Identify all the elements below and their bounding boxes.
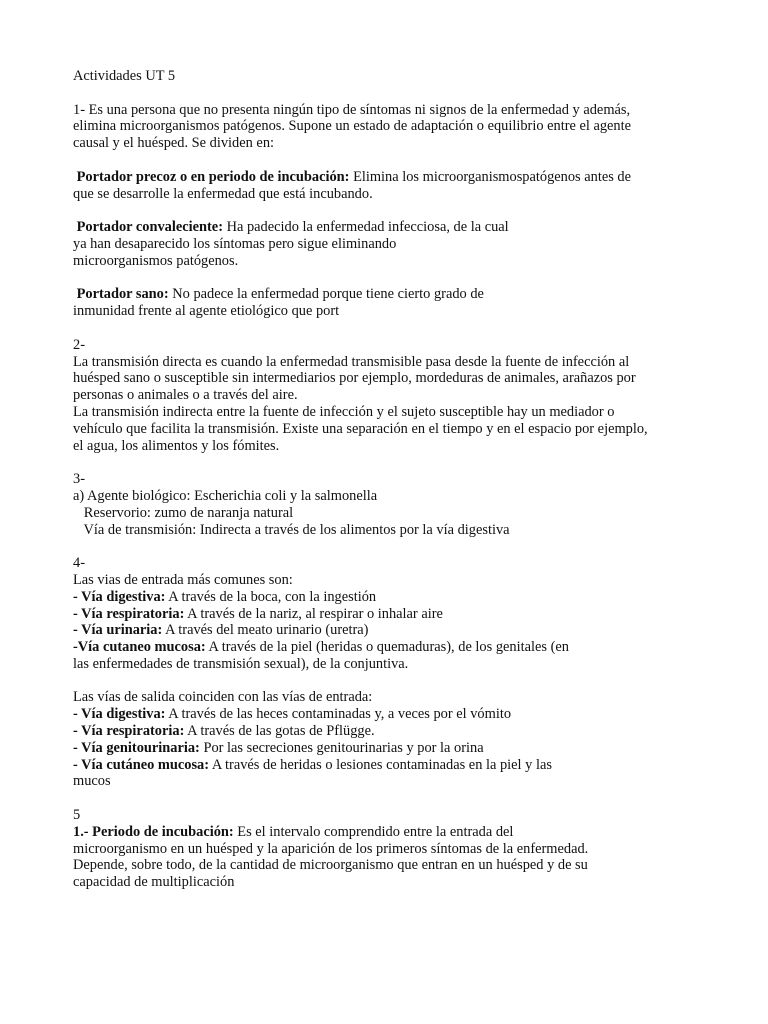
q2-line: huésped sano o susceptible sin intermediarios por ejemplo, mordeduras de animales, arañazos por: [73, 370, 636, 387]
q5-line: microorganismo en un huésped y la aparición de los primeros síntomas de la enfermedad.: [73, 840, 589, 857]
q2-line: personas o animales o a través del aire.: [73, 387, 298, 404]
exit-text: A través de las gotas de Pflügge.: [184, 723, 375, 740]
q4-number: 4-: [73, 555, 85, 572]
q5-term: 1.- Periodo de incubación:: [73, 823, 234, 840]
exit-term: - Vía genitourinaria:: [73, 739, 200, 756]
q1-convaleciente-line: [73, 219, 703, 236]
q1-precoz-line: que se desarrolle la enfermedad que está incubando.: [73, 185, 373, 202]
entry-term: - Vía respiratoria:: [73, 605, 185, 622]
q1-precoz-line: [73, 169, 703, 186]
entry-text: A través de la nariz, al respirar o inhalar aire: [184, 605, 443, 622]
q1-sano-line: inmunidad frente al agente etiológico que port: [73, 303, 340, 320]
q5-first-line: [73, 824, 703, 841]
precoz-text: Elimina los microorganismospatógenos antes de: [349, 168, 631, 185]
q4-exit-item: [73, 723, 703, 740]
exit-text: A través de heridas o lesiones contaminadas en la piel y las: [209, 756, 552, 773]
sano-term: Portador sano:: [73, 286, 169, 303]
q4-exit-intro: Las vías de salida coinciden con las vías de entrada:: [73, 689, 373, 706]
q2-line: vehículo que facilita la transmisión. Existe una separación en el tiempo y en el espacio por ejemplo,: [73, 420, 648, 437]
q4-entry-item: [73, 589, 703, 606]
convaleciente-text: Ha padecido la enfermedad infecciosa, de la cual: [223, 219, 509, 236]
entry-text: A través de la piel (heridas o quemaduras), de los genitales (en: [205, 639, 569, 656]
exit-text: Por las secreciones genitourinarias y por la orina: [199, 739, 484, 756]
q2-line: La transmisión directa es cuando la enfermedad transmisible pasa desde la fuente de infección al: [73, 353, 630, 370]
q5-text: Es el intervalo comprendido entre la entrada del: [233, 823, 514, 840]
q4-entry-item: [73, 622, 703, 639]
q5-number: 5: [73, 807, 81, 824]
q4-exit-item: [73, 706, 703, 723]
entry-term: - Vía digestiva:: [73, 588, 166, 605]
q4-entry-item: [73, 639, 703, 656]
q3-line: Reservorio: zumo de naranja natural: [73, 504, 294, 521]
q5-line: Depende, sobre todo, de la cantidad de microorganismo que entran en un huésped y de su: [73, 857, 588, 874]
q2-number: 2-: [73, 336, 85, 353]
q4-exit-cont: mucos: [73, 773, 111, 790]
q2-line: el agua, los alimentos y los fómites.: [73, 437, 280, 454]
q1-intro-line: 1- Es una persona que no presenta ningún tipo de síntomas ni signos de la enfermedad y además,: [73, 101, 631, 118]
exit-term: - Vía digestiva:: [73, 706, 166, 723]
exit-text: A través de las heces contaminadas y, a veces por el vómito: [165, 706, 512, 723]
exit-term: - Vía respiratoria:: [73, 723, 185, 740]
q1-sano-line: [73, 286, 703, 303]
precoz-term: Portador precoz o en periodo de incubación:: [73, 168, 350, 185]
entry-term: - Vía urinaria:: [73, 622, 163, 639]
q1-convaleciente-line: ya han desaparecido los síntomas pero sigue eliminando: [73, 235, 397, 252]
sano-text: No padece la enfermedad porque tiene cierto grado de: [168, 286, 484, 303]
convaleciente-term: Portador convaleciente:: [73, 219, 223, 236]
document-page: [73, 68, 703, 891]
q3-number: 3-: [73, 471, 85, 488]
q3-line: Vía de transmisión: Indirecta a través de los alimentos por la vía digestiva: [73, 521, 510, 538]
q4-exit-item: [73, 757, 703, 774]
document-title: Actividades UT 5: [73, 68, 176, 84]
q4-entry-cont: las enfermedades de transmisión sexual), de la conjuntiva.: [73, 655, 409, 672]
entry-text: A través de la boca, con la ingestión: [165, 588, 377, 605]
q2-line: La transmisión indirecta entre la fuente de infección y el sujeto susceptible hay un mediador o: [73, 403, 615, 420]
entry-text: A través del meato urinario (uretra): [162, 622, 369, 639]
q1-intro-line: elimina microorganismos patógenos. Supone un estado de adaptación o equilibrio entre el agente: [73, 118, 632, 135]
entry-term: -Vía cutaneo mucosa:: [73, 639, 206, 656]
exit-term: - Vía cutáneo mucosa:: [73, 756, 210, 773]
q3-line: a) Agente biológico: Escherichia coli y la salmonella: [73, 487, 378, 504]
q4-entry-item: [73, 606, 703, 623]
q4-exit-item: [73, 740, 703, 757]
q4-entry-intro: Las vias de entrada más comunes son:: [73, 571, 293, 588]
q1-convaleciente-line: microorganismos patógenos.: [73, 252, 239, 269]
q5-line: capacidad de multiplicación: [73, 874, 235, 891]
q1-intro-line: causal y el huésped. Se dividen en:: [73, 135, 275, 152]
